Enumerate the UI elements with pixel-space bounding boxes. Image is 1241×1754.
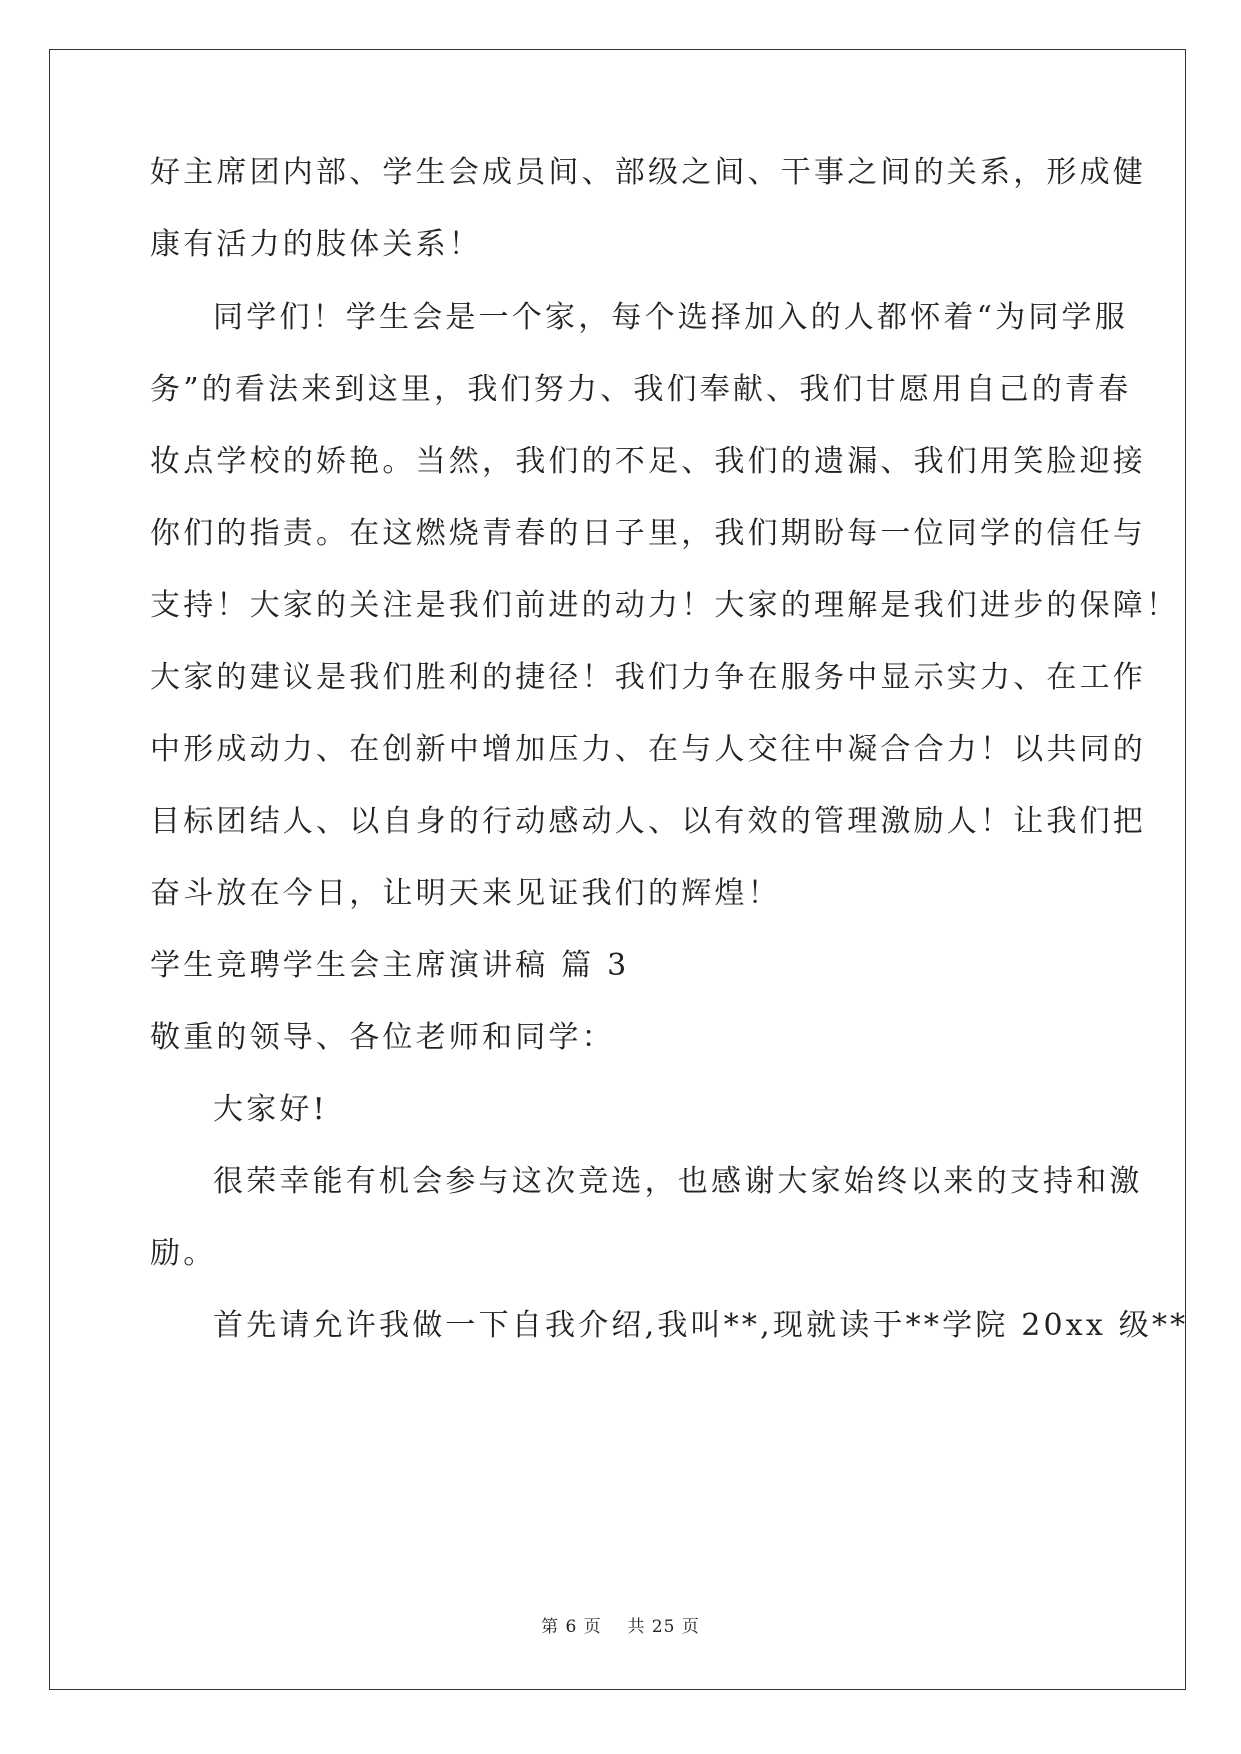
- greeting: 大家好!: [213, 1092, 328, 1127]
- paragraph-start-line: 很荣幸能有机会参与这次竞选，也感谢大家始终以来的支持和激: [213, 1164, 1143, 1199]
- salutation: 敬重的领导、各位老师和同学：: [150, 1020, 615, 1055]
- body-text-line: 你们的指责。在这燃烧青春的日子里，我们期盼每一位同学的信任与: [150, 516, 1146, 551]
- section-heading: 学生竞聘学生会主席演讲稿 篇 3: [150, 948, 630, 983]
- body-text-line: 好主席团内部、学生会成员间、部级之间、干事之间的关系，形成健: [150, 155, 1146, 190]
- body-text-line: 奋斗放在今日，让明天来见证我们的辉煌！: [150, 876, 781, 911]
- body-text-line: 中形成动力、在创新中增加压力、在与人交往中凝合合力！以共同的: [150, 732, 1146, 767]
- paragraph-start-line: 同学们！学生会是一个家，每个选择加入的人都怀着“为同学服: [213, 300, 1128, 335]
- paragraph-start-line: 首先请允许我做一下自我介绍,我叫**,现就读于**学院 20xx 级**: [213, 1308, 1189, 1343]
- body-text-line: 目标团结人、以自身的行动感动人、以有效的管理激励人！让我们把: [150, 804, 1146, 839]
- body-text-line: 励。: [150, 1236, 217, 1271]
- body-text-line: 康有活力的肢体关系！: [150, 227, 482, 262]
- body-text-line: 大家的建议是我们胜利的捷径！我们力争在服务中显示实力、在工作: [150, 660, 1146, 695]
- body-text-line: 支持！大家的关注是我们前进的动力！大家的理解是我们进步的保障！: [150, 588, 1180, 623]
- total-pages: 共 25 页: [627, 1617, 700, 1637]
- body-text-line: 务”的看法来到这里，我们努力、我们奉献、我们甘愿用自己的青春: [150, 372, 1132, 407]
- page-number: 第 6 页: [541, 1617, 602, 1637]
- body-text-line: 妆点学校的娇艳。当然，我们的不足、我们的遗漏、我们用笑脸迎接: [150, 444, 1146, 479]
- page-border: [49, 49, 1189, 1690]
- page-footer: [0, 1612, 1241, 1637]
